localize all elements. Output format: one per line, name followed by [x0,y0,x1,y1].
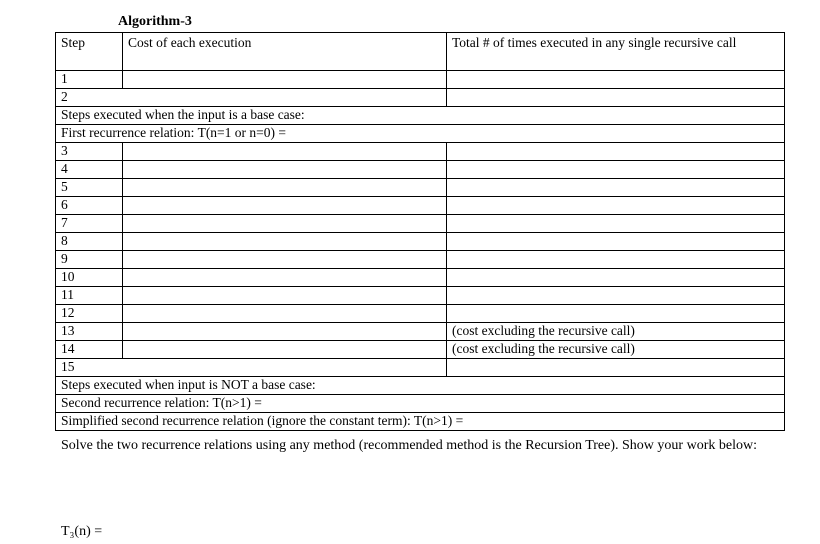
step-number: 1 [56,71,123,89]
cost-cell[interactable] [123,251,447,269]
cost-cell[interactable] [123,305,447,323]
step-number: 7 [56,215,123,233]
step-number: 11 [56,287,123,305]
table-row [56,233,785,251]
second-recurrence-label: Second recurrence relation: T(n>1) = [56,395,785,413]
total-cell[interactable] [447,233,785,251]
step-number: 13 [56,323,123,341]
table-row [56,287,785,305]
table-row [56,179,785,197]
cost-cell[interactable] [123,287,447,305]
simplified-recurrence-label: Simplified second recurrence relation (ignore the constant term): T(n>1) = [56,413,785,431]
step-number: 6 [56,197,123,215]
total-cell[interactable] [447,287,785,305]
step-number: 4 [56,161,123,179]
first-recurrence-label: First recurrence relation: T(n=1 or n=0) = [56,125,785,143]
table-row [56,125,785,143]
table-row [56,251,785,269]
table-row [56,107,785,125]
total-cell[interactable] [447,89,785,107]
cost-cell[interactable] [123,179,447,197]
total-cell[interactable] [447,161,785,179]
total-cell[interactable] [447,143,785,161]
total-cell[interactable] [447,359,785,377]
cost-cell[interactable] [123,269,447,287]
step-number: 14 [56,341,123,359]
table-header-row [56,33,785,71]
total-cell[interactable] [447,269,785,287]
base-case-label: Steps executed when the input is a base case: [56,107,785,125]
total-cell[interactable] [447,215,785,233]
table-row [56,359,785,377]
total-cell[interactable] [447,71,785,89]
table-row [56,377,785,395]
table-row [56,197,785,215]
cost-cell[interactable] [123,323,447,341]
table-row [56,413,785,431]
step-header: Step [56,33,123,71]
table-row [56,395,785,413]
cost-cell[interactable] [123,233,447,251]
table-row [56,305,785,323]
table-row [56,341,785,359]
step-number: 5 [56,179,123,197]
cost-cell[interactable] [123,215,447,233]
step-number: 15 [56,359,447,377]
algorithm-title: Algorithm-3 [118,14,192,29]
cost-cell[interactable] [123,161,447,179]
step-number: 8 [56,233,123,251]
total-note: (cost excluding the recursive call) [447,323,785,341]
table-row [56,215,785,233]
cost-cell[interactable] [123,71,447,89]
table-row [56,143,785,161]
table-row [56,269,785,287]
total-note: (cost excluding the recursive call) [447,341,785,359]
table-row [56,161,785,179]
not-base-case-label: Steps executed when input is NOT a base case: [56,377,785,395]
total-cell[interactable] [447,251,785,269]
table-row [56,89,785,107]
t3-answer-label: T₃(n) = [61,524,103,539]
cost-header: Cost of each execution [123,33,447,71]
step-number: 12 [56,305,123,323]
step-number: 9 [56,251,123,269]
total-header: Total # of times executed in any single recursive call [447,33,785,71]
cost-cell[interactable] [123,197,447,215]
table-row [56,323,785,341]
total-cell[interactable] [447,197,785,215]
step-number: 3 [56,143,123,161]
total-cell[interactable] [447,305,785,323]
algorithm-table [55,32,785,431]
solve-instructions: Solve the two recurrence relations using any method (recommended method is the Recursion Tree). Show your work below: [61,438,757,453]
cost-cell[interactable] [123,341,447,359]
cost-cell[interactable] [123,143,447,161]
table-row [56,71,785,89]
total-cell[interactable] [447,179,785,197]
step-number: 10 [56,269,123,287]
step-number: 2 [56,89,447,107]
